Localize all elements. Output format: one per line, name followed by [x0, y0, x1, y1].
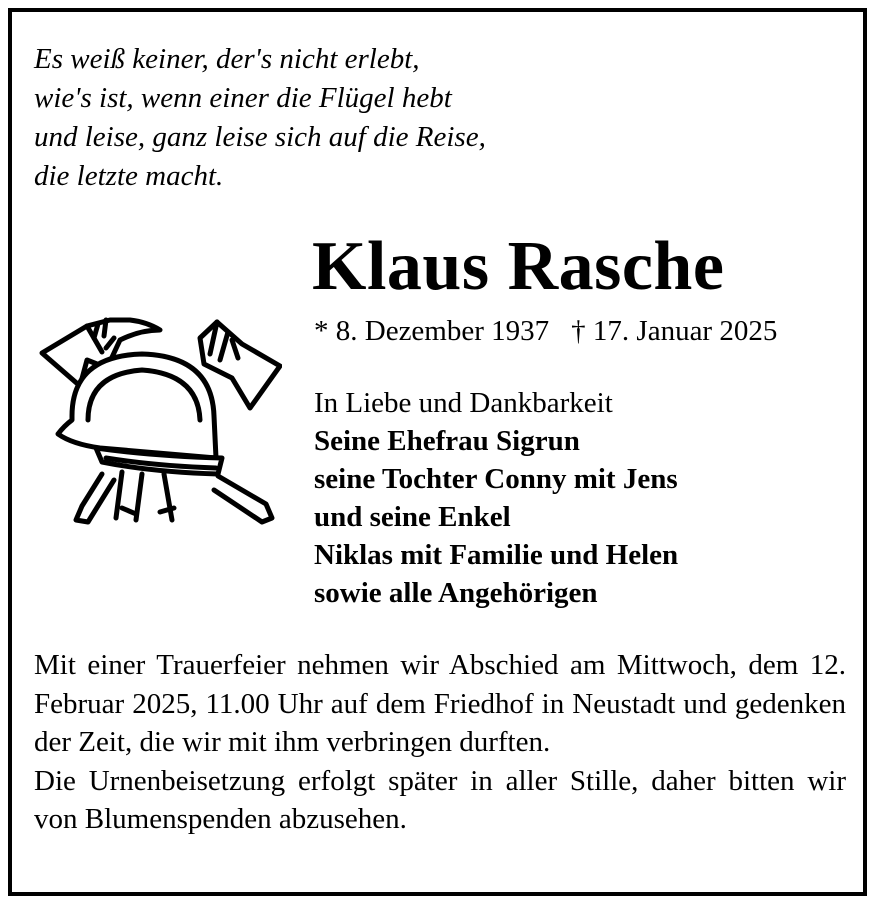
- firefighter-helmet-crossed-axes-icon: [32, 308, 282, 528]
- left-axe-handle: [76, 474, 114, 522]
- mourners-block: [314, 384, 678, 612]
- mourner-line: seine Tochter Conny mit Jens: [314, 463, 678, 495]
- mourners-intro: In Liebe und Dankbarkeit: [314, 387, 613, 419]
- mourner-line: und seine Enkel: [314, 501, 511, 533]
- poem-line: wie's ist, wenn einer die Flügel hebt: [34, 82, 452, 114]
- notice-paragraph: Die Urnenbeisetzung erfolgt später in aller Stille, daher bitten wir von Blumenspenden abzusehen.: [34, 764, 846, 835]
- poem-line: und leise, ganz leise sich auf die Reise,: [34, 121, 486, 153]
- poem-line: die letzte macht.: [34, 160, 224, 192]
- poem-line: Es weiß keiner, der's nicht erlebt,: [34, 43, 420, 75]
- mourner-line: sowie alle Angehörigen: [314, 577, 598, 609]
- right-axe-handle: [214, 476, 272, 522]
- notice-paragraph: Mit einer Trauerfeier nehmen wir Abschied am Mittwoch, dem 12. Februar 2025, 11.00 Uhr auf dem Friedhof in Neustadt und gedenken der Zeit, die wir mit ihm verbringen durften.: [34, 649, 846, 758]
- poem: [34, 40, 486, 196]
- mourner-line: Seine Ehefrau Sigrun: [314, 425, 580, 457]
- funeral-notice: [34, 646, 846, 839]
- mourner-line: Niklas mit Familie und Helen: [314, 539, 679, 571]
- birth-date: * 8. Dezember 1937: [314, 315, 550, 347]
- life-dates: [314, 314, 777, 348]
- obituary-frame: [8, 8, 867, 896]
- deceased-name: Klaus Rasche: [312, 228, 725, 305]
- death-date: † 17. Januar 2025: [571, 315, 778, 347]
